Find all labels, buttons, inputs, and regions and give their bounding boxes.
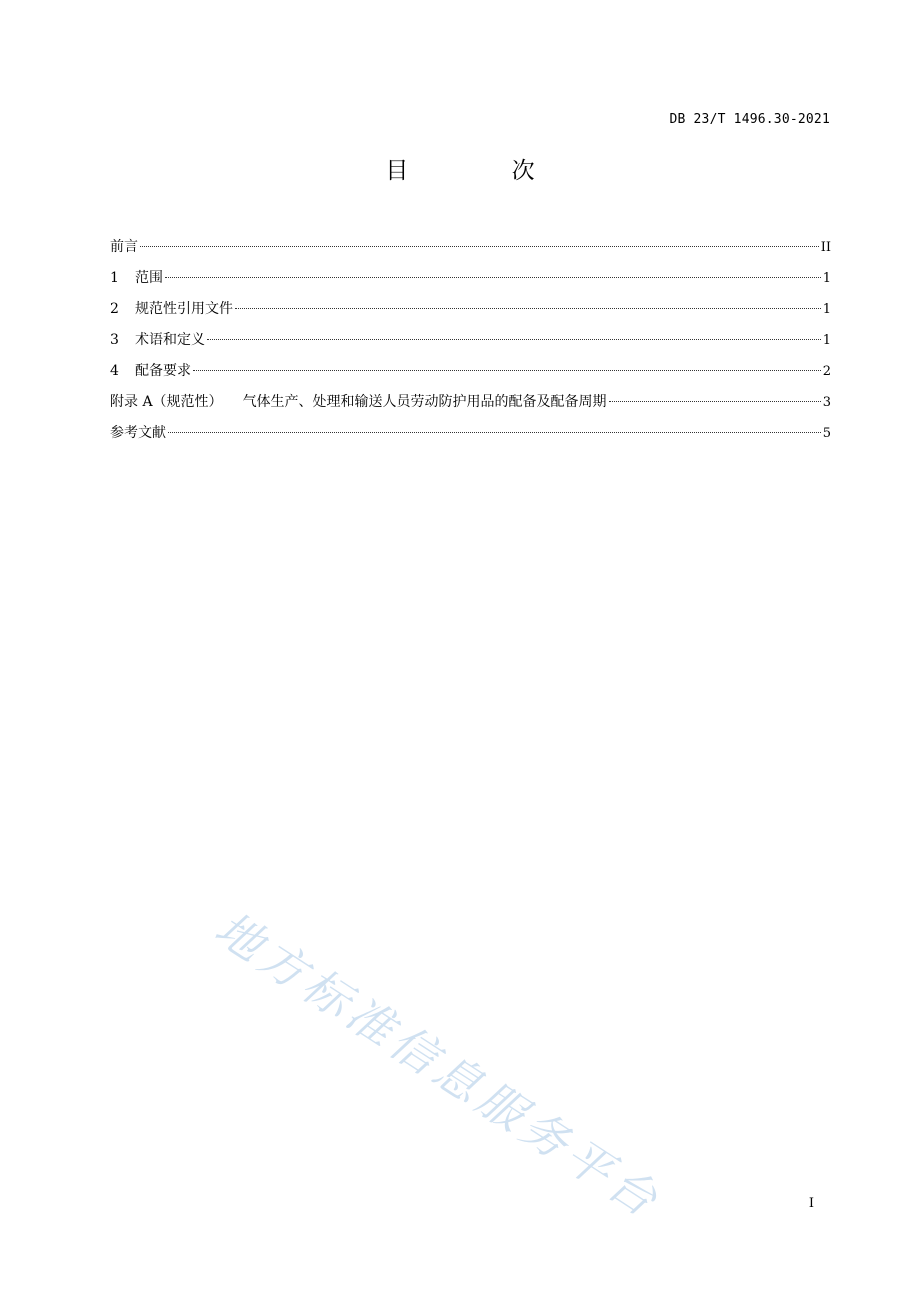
watermark-text: 地方标准信息服务平台 — [205, 900, 672, 1230]
toc-leader-dots — [168, 432, 821, 433]
toc-entry-page: II — [820, 240, 831, 255]
toc-leader-dots — [140, 246, 819, 247]
toc-entry-page: 1 — [822, 333, 831, 348]
toc-list — [110, 236, 831, 453]
toc-leader-dots — [235, 308, 821, 309]
toc-entry-page: 5 — [822, 426, 831, 441]
toc-entry-normative-references[interactable] — [110, 298, 831, 329]
toc-entry-page: 3 — [822, 395, 831, 410]
toc-entry-label: 规范性引用文件 — [135, 301, 233, 317]
toc-entry-requirements[interactable] — [110, 360, 831, 391]
toc-entry-number: 4 — [110, 363, 119, 379]
toc-entry-number: 2 — [110, 301, 119, 317]
document-code: DB 23/T 1496.30-2021 — [669, 112, 830, 127]
toc-leader-dots — [193, 370, 821, 371]
toc-entry-annex-a[interactable] — [110, 391, 831, 422]
toc-entry-label-detail: 气体生产、处理和输送人员劳动防护用品的配备及配备周期 — [242, 394, 607, 410]
toc-entry-page: 1 — [822, 271, 831, 286]
toc-entry-page: 1 — [822, 302, 831, 317]
toc-entry-label: 前言 — [110, 239, 138, 255]
toc-entry-label: 术语和定义 — [135, 332, 205, 348]
toc-entry-scope[interactable] — [110, 267, 831, 298]
toc-entry-bibliography[interactable] — [110, 422, 831, 453]
toc-entry-foreword[interactable] — [110, 236, 831, 267]
toc-entry-page: 2 — [822, 364, 831, 379]
toc-entry-terms-definitions[interactable] — [110, 329, 831, 360]
toc-entry-label: 附录 A（规范性） — [110, 394, 223, 410]
toc-leader-dots — [609, 401, 821, 402]
toc-entry-number: 1 — [110, 270, 119, 286]
toc-entry-label: 配备要求 — [135, 363, 191, 379]
toc-entry-number: 3 — [110, 332, 119, 348]
page-number: I — [808, 1196, 814, 1211]
toc-leader-dots — [207, 339, 821, 340]
toc-entry-label: 范围 — [135, 270, 163, 286]
toc-entry-label: 参考文献 — [110, 425, 166, 441]
toc-title: 目 次 — [385, 158, 583, 184]
toc-leader-dots — [165, 277, 821, 278]
